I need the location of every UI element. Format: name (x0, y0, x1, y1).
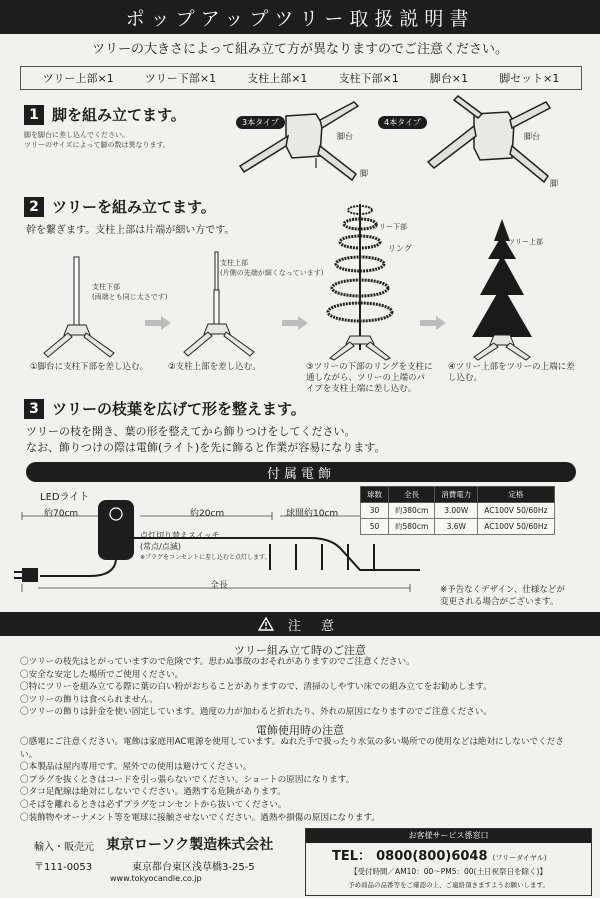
table-row (361, 519, 555, 535)
pole-upper-label (220, 258, 323, 278)
table-header: 全長 (389, 487, 435, 503)
desc-line: ツリーの枝を開き、葉の形を整えてから飾りつけをしてください。 (26, 425, 356, 438)
caution-item: 〇特にツリーを組み立てる際に葉の白い粉がおちることがありますので、清掃のしやすい床での組み立てをお勧めします。 (20, 682, 492, 693)
service-title: お客様サービス係窓口 (306, 829, 591, 843)
table-cell: 約380cm (389, 503, 435, 519)
table-cell: 50 (361, 519, 389, 535)
title-bar (0, 0, 600, 34)
step3-description (26, 424, 385, 456)
service-hours-note: 予め商品の品番等をご確認の上、ご連絡頂きますようお願いします。 (348, 881, 549, 889)
step2-description: 幹を繋ぎます。支柱上部は片端が細い方です。 (26, 225, 235, 236)
table-row (361, 503, 555, 519)
stand-3leg-illustration (236, 96, 376, 186)
label-line: 支柱上部 (220, 259, 248, 267)
step3-heading (24, 398, 306, 419)
label-line: 点灯切り替えスイッチ (140, 531, 220, 540)
step-title: ツリーを組み立てます。 (52, 198, 216, 216)
caption-line: 通しながら、ツリーの上端のパ (306, 373, 426, 383)
caption-line: し込む。 (448, 373, 483, 383)
section-title: 付属電飾 (266, 466, 335, 482)
tel-note: (フリーダイヤル) (492, 854, 547, 862)
assembly-caution-list (20, 656, 585, 719)
service-tel-line (306, 843, 591, 864)
label-leg: 脚 (360, 169, 368, 178)
caution-bar (0, 612, 600, 636)
arrow-icon (145, 316, 171, 330)
type3-tag: 3本タイプ (236, 116, 285, 129)
pole-lower-label (92, 282, 167, 302)
spec-disclaimer (440, 584, 565, 608)
label-base: 脚台 (524, 132, 540, 141)
caution-item: 〇ツリーの飾りは食べられません。 (20, 694, 159, 705)
label-line: (片側の先端が細くなっています) (220, 269, 324, 277)
label-line: (常点/点滅) (140, 542, 181, 551)
customer-service-box (305, 828, 592, 896)
led-label: LEDライト (40, 492, 90, 503)
step2-caption-1 (30, 362, 148, 373)
arrow-icon (282, 316, 308, 330)
table-cell: AC100V 50/60Hz (478, 519, 554, 535)
arrow-icon (420, 316, 446, 330)
caution-item: 〇ツリーの飾りは針金を使い固定しています。過度の力が加わると折れたり、外れの原因になりますのでご注意ください。 (20, 707, 492, 718)
website-url: www.tokyocandle.co.jp (110, 874, 202, 883)
part-item: ツリー上部×1 (42, 72, 114, 85)
tree-lower-label: ツリー下部 (372, 223, 407, 231)
part-item: 支柱下部×1 (338, 72, 399, 85)
label-line: (両端とも同じ太さです) (92, 293, 168, 301)
caution-item: 〇装飾物やオーナメント等を電球に接触させないでください。過熱や損傷の原因になります。 (20, 812, 380, 823)
caution-title: 注 意 (287, 618, 343, 634)
approx-70cm: 約70cm (44, 509, 79, 519)
table-cell: 3.00W (435, 503, 478, 519)
caption-line: ③ツリーの下部のリングを支柱に (306, 362, 433, 372)
desc-line: ツリーのサイズによって脚の数は異なります。 (24, 141, 170, 149)
table-header: 球数 (361, 487, 389, 503)
step-number: 1 (24, 105, 44, 125)
table-header: 消費電力 (435, 487, 478, 503)
approx-20cm: 約20cm (190, 509, 225, 519)
zip-code: 〒111-0053 (34, 862, 93, 873)
table-cell: AC100V 50/60Hz (478, 503, 554, 519)
caption-line: ④ツリー上部をツリーの上端に差 (448, 362, 575, 372)
caution-item: い。 (20, 749, 38, 760)
light-spec-table (360, 486, 555, 535)
part-item: ツリー下部×1 (144, 72, 217, 85)
page-title: ポップアップツリー取扱説明書 (125, 7, 475, 30)
company-name: 東京ローソク製造株式会社 (106, 837, 274, 853)
tel-label: TEL： (332, 849, 372, 864)
caution-item: 〇安全な安定した場所でご使用ください。 (20, 669, 184, 680)
step-title: ツリーの枝葉を広げて形を整えます。 (52, 400, 306, 418)
parts-list (20, 66, 582, 90)
step-title: 脚を組み立てます。 (52, 106, 186, 124)
caution-item: 〇タコ足配線は絶対にしないでください。過熱する危険があります。 (20, 787, 286, 798)
desc-line: なお、飾りつけの際は電飾(ライト)を先に飾ると作業が容易になります。 (26, 441, 386, 454)
table-header: 定格 (478, 487, 554, 503)
label-line: 支柱下部 (92, 283, 120, 291)
step-number: 2 (24, 197, 44, 217)
electric-caution-heading: 電飾使用時の注意 (256, 724, 344, 737)
caution-item: 〇ツリーの枝先はとがっていますので危険です。思わぬ事故のおそれがありますのでご注意ください。 (20, 657, 415, 667)
caption-line: ①脚台に支柱下部を差し込む。 (30, 362, 149, 372)
table-cell: 約580cm (389, 519, 435, 535)
part-item: 脚セット×1 (499, 72, 560, 85)
step-number: 3 (24, 399, 44, 419)
plug-note: ※プラグをコンセントに差し込むと点灯します。 (140, 554, 271, 561)
tel-number: 0800(800)6048 (376, 849, 488, 864)
step1-heading (24, 104, 186, 125)
assembly-caution-heading: ツリー組み立て時のご注意 (234, 644, 366, 657)
stand-4leg-illustration (420, 96, 570, 192)
part-item: 支柱上部×1 (247, 72, 308, 85)
step2-caption-3 (306, 362, 432, 395)
company-address: 東京都台東区浅草橋3-25-5 (132, 862, 255, 873)
label-base: 脚台 (337, 132, 353, 141)
step2-heading (24, 196, 216, 217)
caution-item: 〇感電にご注意ください。電飾は家庭用AC電源を使用しています。ぬれた手で扱ったり水気の多い場所での使用などは絶対にしないでくださ (20, 737, 564, 747)
switch-label (140, 530, 220, 552)
bulb-spacing: 球間約10cm (286, 509, 339, 519)
type4-tag: 4本タイプ (378, 116, 427, 129)
caution-item: 〇そばを離れるときは必ずプラグをコンセントから抜いてください。 (20, 799, 287, 810)
step2-caption-4 (448, 362, 575, 384)
ring-label: リング (388, 244, 412, 253)
table-cell: 3.6W (435, 519, 478, 535)
subtitle: ツリーの大きさによって組み立て方が異なりますのでご注意ください。 (91, 42, 508, 57)
table-header-row (361, 487, 555, 503)
part-item: 脚台×1 (429, 72, 469, 85)
caption-line: ②支柱上部を差し込む。 (168, 362, 261, 372)
total-length-label: 全長 (210, 581, 229, 591)
warning-icon (258, 617, 274, 631)
disclaimer-line: ※予告なくデザイン、仕様などが (440, 585, 565, 595)
table-cell: 30 (361, 503, 389, 519)
caution-item: 〇プラグを抜くときはコードを引っ張らないでください。ショートの原因になります。 (20, 774, 355, 785)
electric-caution-list (20, 736, 585, 824)
importer-label: 輸入・販売元 (34, 842, 94, 853)
step2-caption-2 (168, 362, 261, 373)
disclaimer-line: 変更される場合がございます。 (440, 597, 559, 607)
caution-item: 〇本製品は屋内専用です。屋外での使用は避けてください。 (20, 762, 252, 773)
step1-description (24, 130, 170, 150)
tree-upper-label: ツリー上部 (508, 238, 543, 246)
desc-line: 脚を脚台に差し込んでください。 (24, 131, 129, 139)
service-hours: 【受付時間／AM10：00～PM5：00(土日祝祭日を除く)】 (350, 867, 547, 876)
lights-section-header (26, 462, 576, 482)
pole-lower-illustration (40, 255, 120, 360)
caption-line: イプを支柱上端に差し込む。 (306, 384, 417, 394)
label-leg: 脚 (550, 179, 558, 188)
